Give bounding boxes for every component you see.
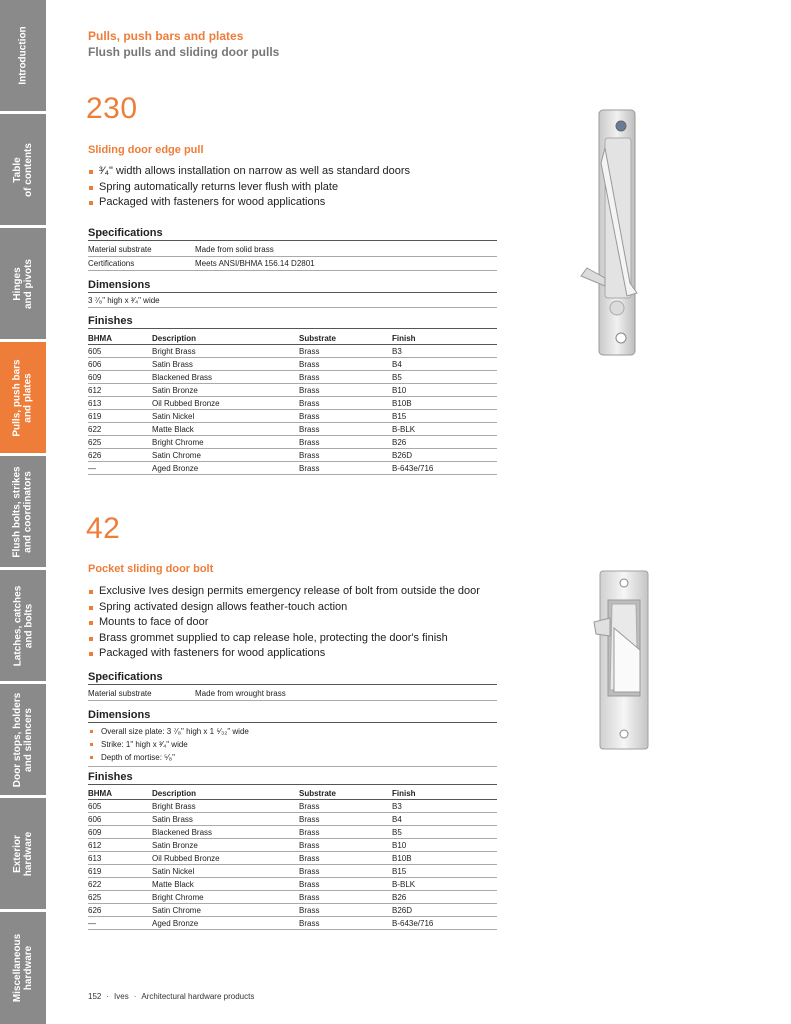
finish-row [88,345,497,358]
feature-item: Packaged with fasteners for wood applications [88,195,528,211]
finish-substrate: Brass [299,813,392,826]
tab-miscellaneous-hardware[interactable] [0,912,46,1024]
finish-code: B10 [392,839,497,852]
table-row [88,294,497,308]
spec-value: Made from wrought brass [195,687,497,701]
finish-row [88,826,497,839]
finish-description: Matte Black [152,423,299,436]
bhma-code: 612 [88,839,152,852]
bhma-code: — [88,917,152,930]
bhma-code: 625 [88,891,152,904]
finish-description: Bright Chrome [152,436,299,449]
finish-description: Oil Rubbed Bronze [152,852,299,865]
finish-code: B-BLK [392,878,497,891]
tab-label: Hinges and pivots [12,258,35,309]
specifications-table [88,243,497,271]
finish-description: Satin Nickel [152,410,299,423]
specifications-heading: Specifications [88,227,497,241]
tab-label: Miscellaneous hardware [12,933,35,1003]
section-subcategory: Flush pulls and sliding door pulls [88,45,280,59]
bhma-code: 609 [88,826,152,839]
finish-row [88,878,497,891]
feature-item: Brass grommet supplied to cap release hole, protecting the door's finish [88,631,528,647]
finish-code: B3 [392,800,497,813]
bhma-code: 625 [88,436,152,449]
finish-row [88,865,497,878]
bhma-code: 609 [88,371,152,384]
finish-substrate: Brass [299,371,392,384]
finish-substrate: Brass [299,462,392,475]
finish-row [88,917,497,930]
table-header-row [88,788,497,800]
finish-substrate: Brass [299,904,392,917]
page-number: 152 [88,992,102,1001]
bhma-code: 622 [88,878,152,891]
finish-description: Bright Brass [152,345,299,358]
table-row [88,257,497,271]
finish-substrate: Brass [299,410,392,423]
bhma-code: 619 [88,410,152,423]
finish-substrate: Brass [299,397,392,410]
product-number: 230 [86,92,138,125]
dimensions-list [88,725,497,767]
finish-substrate: Brass [299,891,392,904]
tab-pulls-push-bars-plates[interactable] [0,342,46,453]
finish-code: B5 [392,826,497,839]
bhma-code: 613 [88,397,152,410]
table-row [88,243,497,257]
finish-row [88,891,497,904]
finish-substrate: Brass [299,839,392,852]
bhma-code: 626 [88,449,152,462]
feature-item: Exclusive Ives design permits emergency release of bolt from outside the door [88,584,528,600]
finish-code: B5 [392,371,497,384]
feature-item: Packaged with fasteners for wood applications [88,646,528,662]
finish-substrate: Brass [299,852,392,865]
finish-row [88,436,497,449]
specifications-table [88,687,497,701]
tab-label: Latches, catches and bolts [12,585,35,666]
page-footer: 152 · Ives · Architectural hardware products [88,992,255,1001]
finish-description: Aged Bronze [152,462,299,475]
spec-value: Made from solid brass [195,243,497,257]
finish-description: Aged Bronze [152,917,299,930]
footer-brand: Ives [114,992,129,1001]
finish-description: Satin Brass [152,813,299,826]
finish-row [88,852,497,865]
finish-code: B-643e/716 [392,917,497,930]
finish-substrate: Brass [299,917,392,930]
finish-code: B4 [392,813,497,826]
sidebar-nav [0,0,46,1024]
finish-row [88,904,497,917]
column-header: Finish [392,333,497,345]
tab-label: Flush bolts, strikes and coordinators [12,465,35,558]
bhma-code: 619 [88,865,152,878]
finish-substrate: Brass [299,826,392,839]
finish-code: B26D [392,904,497,917]
dimension-item: Depth of mortise: ⁵⁄₈" [88,751,497,764]
product-name: Sliding door edge pull [88,144,204,156]
column-header: Substrate [299,788,392,800]
dimension-item: Overall size plate: 3 ⁷⁄₈" high x 1 ⁵⁄₃₂" wide [88,725,497,738]
finish-row [88,397,497,410]
tab-label: Door stops, holders and silencers [12,692,35,787]
finish-description: Satin Chrome [152,449,299,462]
finish-code: B15 [392,410,497,423]
finish-code: B-BLK [392,423,497,436]
product-name: Pocket sliding door bolt [88,563,214,575]
finish-description: Satin Bronze [152,384,299,397]
finish-code: B26 [392,891,497,904]
finish-description: Bright Brass [152,800,299,813]
finishes-table [88,333,497,475]
finish-description: Satin Nickel [152,865,299,878]
finish-description: Bright Chrome [152,891,299,904]
section-category: Pulls, push bars and plates [88,29,244,43]
bhma-code: 613 [88,852,152,865]
finish-code: B4 [392,358,497,371]
dimensions-heading: Dimensions [88,279,497,293]
finish-row [88,384,497,397]
spec-key: Certifications [88,257,195,271]
column-header: Substrate [299,333,392,345]
bhma-code: 605 [88,345,152,358]
sliding-door-bolt-image [592,568,657,753]
finish-row [88,839,497,852]
tab-label: Table of contents [12,142,35,197]
table-row [88,687,497,701]
finish-substrate: Brass [299,423,392,436]
finish-description: Satin Brass [152,358,299,371]
feature-item: Mounts to face of door [88,615,528,631]
finish-substrate: Brass [299,345,392,358]
column-header: BHMA [88,333,152,345]
bhma-code: 606 [88,358,152,371]
finish-substrate: Brass [299,358,392,371]
tab-label: Introduction [17,26,29,85]
dimensions-heading: Dimensions [88,709,497,723]
tab-exterior-hardware[interactable] [0,798,46,909]
tab-table-of-contents[interactable] [0,114,46,225]
finish-row [88,410,497,423]
finishes-table [88,788,497,930]
finish-substrate: Brass [299,384,392,397]
tab-door-stops[interactable] [0,684,46,795]
feature-item: Spring activated design allows feather-touch action [88,600,528,616]
column-header: Finish [392,788,497,800]
finish-description: Blackened Brass [152,371,299,384]
spec-key: Material substrate [88,243,195,257]
finish-row [88,423,497,436]
finish-row [88,358,497,371]
finish-description: Satin Bronze [152,839,299,852]
spec-key: Material substrate [88,687,195,701]
footer-title: Architectural hardware products [141,992,255,1001]
bhma-code: 626 [88,904,152,917]
dimensions-value: 3 ⁷⁄₈" high x ³⁄₄" wide [88,294,497,308]
finish-substrate: Brass [299,878,392,891]
feature-list [88,164,528,211]
feature-list [88,584,528,662]
finish-code: B26D [392,449,497,462]
finishes-heading: Finishes [88,771,497,785]
table-header-row [88,333,497,345]
tab-introduction[interactable] [0,0,46,111]
edge-pull-image [575,108,640,358]
column-header: Description [152,788,299,800]
finish-code: B3 [392,345,497,358]
finish-substrate: Brass [299,865,392,878]
finish-code: B-643e/716 [392,462,497,475]
feature-item: Spring automatically returns lever flush with plate [88,180,528,196]
bhma-code: 622 [88,423,152,436]
bhma-code: 606 [88,813,152,826]
finish-substrate: Brass [299,449,392,462]
column-header: BHMA [88,788,152,800]
finish-row [88,462,497,475]
dimensions-table [88,294,497,308]
finish-code: B10 [392,384,497,397]
finish-description: Matte Black [152,878,299,891]
finishes-heading: Finishes [88,315,497,329]
specifications-heading: Specifications [88,671,497,685]
finish-substrate: Brass [299,436,392,449]
feature-item: ³⁄₄" width allows installation on narrow as well as standard doors [88,164,528,180]
tab-hinges-and-pivots[interactable] [0,228,46,339]
spec-value: Meets ANSI/BHMA 156.14 D2801 [195,257,497,271]
tab-label: Exterior hardware [12,831,34,876]
dimension-item: Strike: 1" high x ³⁄₄" wide [88,738,497,751]
column-header: Description [152,333,299,345]
finish-description: Oil Rubbed Bronze [152,397,299,410]
finish-row [88,371,497,384]
tab-flush-bolts[interactable] [0,456,46,567]
finish-row [88,800,497,813]
tab-latches-catches-bolts[interactable] [0,570,46,681]
bhma-code: 612 [88,384,152,397]
finish-code: B15 [392,865,497,878]
bhma-code: 605 [88,800,152,813]
finish-code: B10B [392,852,497,865]
tab-label: Pulls, push bars and plates [12,358,34,437]
bhma-code: — [88,462,152,475]
finish-description: Blackened Brass [152,826,299,839]
finish-description: Satin Chrome [152,904,299,917]
finish-code: B10B [392,397,497,410]
finish-substrate: Brass [299,800,392,813]
product-number: 42 [86,512,121,545]
finish-row [88,813,497,826]
finish-row [88,449,497,462]
finish-code: B26 [392,436,497,449]
